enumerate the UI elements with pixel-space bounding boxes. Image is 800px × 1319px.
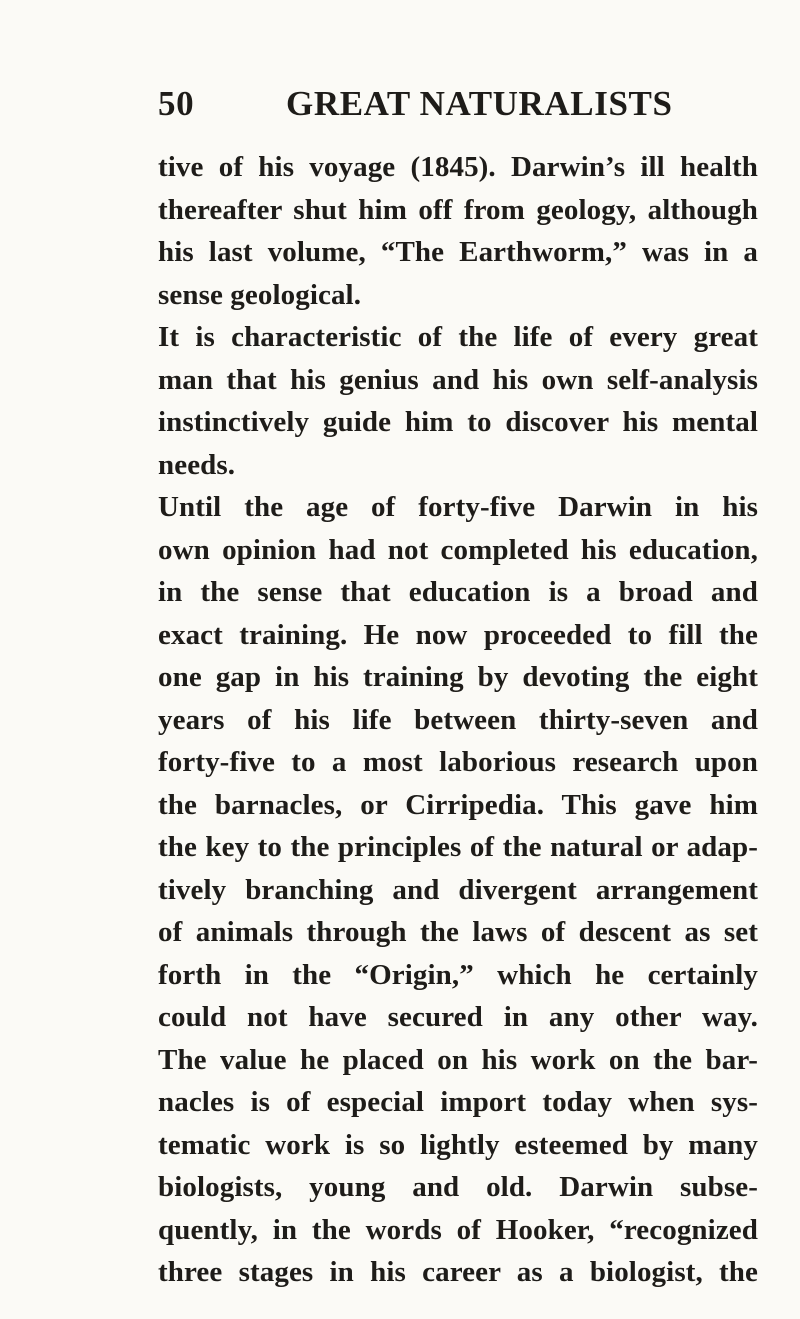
text-line: tematic work is so lightly esteemed by many	[158, 1128, 758, 1161]
text-line: nacles is of especial import today when sys-	[158, 1086, 758, 1118]
text-line: his last volume, “The Earthworm,” was in a	[158, 236, 758, 268]
text-line: own opinion had not completed his education,	[158, 533, 758, 566]
text-line: Until the age of forty-five Darwin in his	[158, 491, 758, 523]
text-line: of animals through the laws of descent as set	[158, 916, 758, 948]
page-number: 50	[158, 84, 195, 123]
text-line: It is characteristic of the life of every great	[158, 321, 758, 353]
text-line: tive of his voyage (1845). Darwin’s ill health	[158, 151, 758, 183]
text-line: tively branching and divergent arrangement	[158, 873, 758, 906]
text-line: years of his life between thirty-seven and	[158, 703, 758, 736]
text-line: instinctively guide him to discover his mental	[158, 406, 758, 438]
text-line: in the sense that education is a broad and	[158, 576, 758, 608]
text-line: exact training. He now proceeded to fill the	[158, 618, 758, 651]
text-line: needs.	[158, 448, 236, 481]
text-line: man that his genius and his own self-analysis	[158, 363, 758, 396]
text-line: could not have secured in any other way.	[158, 1001, 758, 1033]
text-line: forty-five to a most laborious research upon	[158, 746, 758, 778]
running-title: GREAT NATURALISTS	[286, 84, 673, 123]
text-line: The value he placed on his work on the bar-	[158, 1043, 758, 1076]
text-line: quently, in the words of Hooker, “recognized	[158, 1213, 758, 1246]
book-page	[158, 84, 758, 1294]
text-line: one gap in his training by devoting the eight	[158, 661, 758, 693]
text-line: the barnacles, or Cirripedia. This gave him	[158, 788, 758, 821]
running-head	[158, 84, 758, 134]
text-line: three stages in his career as a biologist, the	[158, 1256, 758, 1288]
text-line: forth in the “Origin,” which he certainly	[158, 958, 758, 991]
body-text	[158, 146, 758, 1294]
text-line: thereafter shut him off from geology, although	[158, 193, 758, 226]
text-line: sense geological.	[158, 278, 362, 311]
text-line: biologists, young and old. Darwin subse-	[158, 1171, 758, 1203]
text-line: the key to the principles of the natural or adap-	[158, 831, 758, 863]
